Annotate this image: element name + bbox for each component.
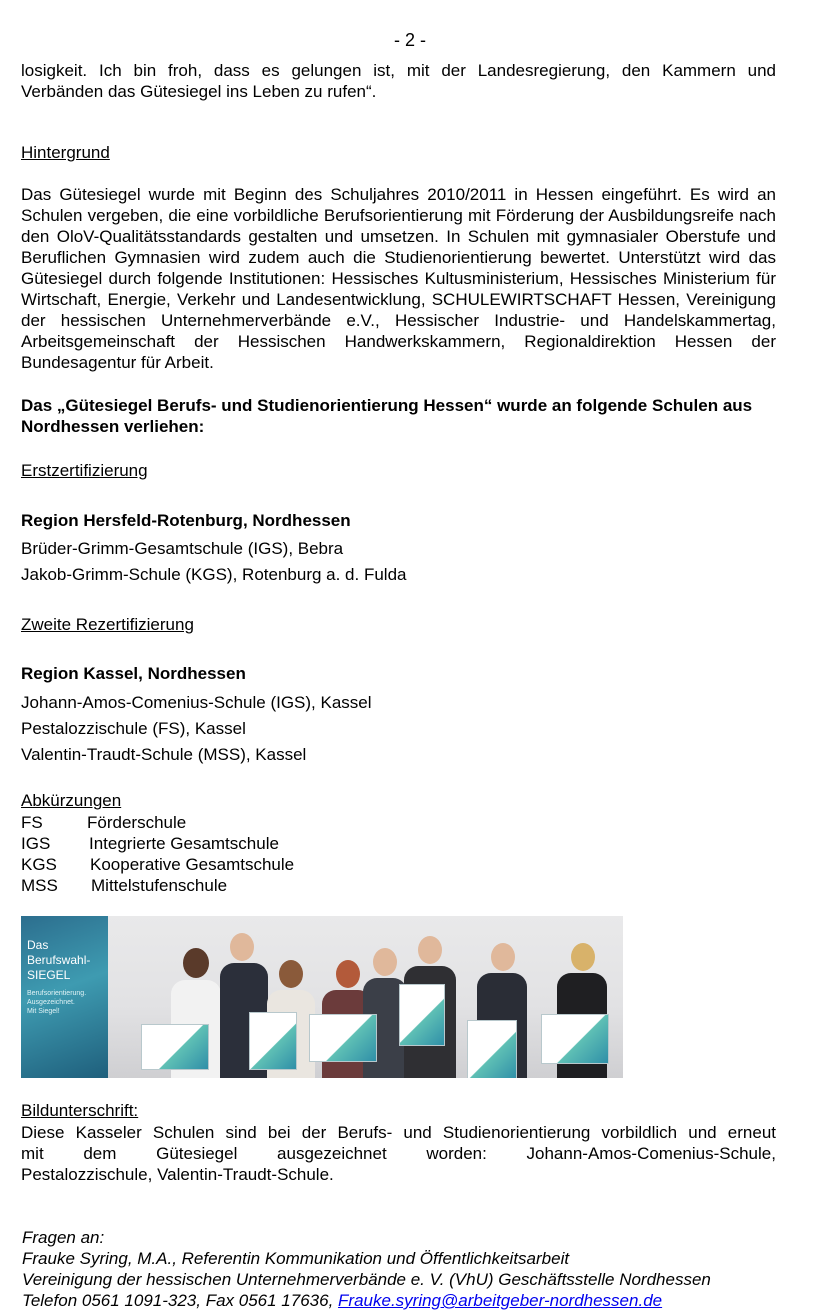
contact-line: Frauke Syring, M.A., Referentin Kommunikation und Öffentlichkeitsarbeit <box>22 1249 570 1268</box>
caption-word: dem <box>83 1144 117 1163</box>
abbreviation-row <box>21 812 776 833</box>
caption-word: Gütesiegel <box>156 1144 238 1163</box>
certificate <box>399 984 445 1046</box>
certificate <box>467 1020 517 1078</box>
first-cert-school-list <box>21 536 776 588</box>
banner-tagline <box>27 989 108 1016</box>
list-item: Johann-Amos-Comenius-Schule (IGS), Kassel <box>21 693 372 712</box>
caption-word: worden: <box>426 1144 487 1163</box>
abbreviation-code: MSS <box>21 876 58 895</box>
caption-heading: Bildunterschrift: <box>21 1101 139 1120</box>
abbreviations-heading: Abkürzungen <box>21 791 122 810</box>
abbreviation-row <box>21 833 776 854</box>
abbreviation-meaning: Mittelstufenschule <box>91 876 228 895</box>
abbreviation-meaning: Förderschule <box>87 813 187 832</box>
caption-word: ausgezeichnet <box>277 1144 387 1163</box>
abbreviation-code: FS <box>21 813 43 832</box>
certificate <box>309 1014 377 1062</box>
contact-line <box>22 1290 711 1311</box>
abbreviations-list <box>21 812 776 896</box>
contact-block <box>22 1227 711 1311</box>
abbreviation-row <box>21 875 776 896</box>
caption-line-2 <box>21 1143 776 1164</box>
awarded-heading: Das „Gütesiegel Berufs- und Studienorientierung Hessen“ wurde an folgende Schulen aus Nordhessen verliehen: <box>21 396 753 436</box>
intro-line-2: Verbänden das Gütesiegel ins Leben zu rufen“. <box>21 82 377 101</box>
list-item: Valentin-Traudt-Schule (MSS), Kassel <box>21 745 307 764</box>
certificate <box>541 1014 609 1064</box>
intro-paragraph <box>21 60 776 102</box>
abbreviation-code: KGS <box>21 855 57 874</box>
banner-tagline-line: Mit Siegel! <box>27 1008 60 1015</box>
second-recert-region: Region Kassel, Nordhessen <box>21 664 246 683</box>
banner-tagline-line: Ausgezeichnet. <box>27 999 75 1006</box>
caption-paragraph <box>21 1122 776 1185</box>
caption-word: mit <box>21 1144 44 1163</box>
caption-line-3: Pestalozzischule, Valentin-Traudt-Schule. <box>21 1165 334 1184</box>
contact-email-link[interactable]: Frauke.syring@arbeitgeber-nordhessen.de <box>338 1291 663 1310</box>
list-item: Brüder-Grimm-Gesamtschule (IGS), Bebra <box>21 539 344 558</box>
caption-line-1: Diese Kasseler Schulen sind bei der Berufs- und Studienorientierung vorbildlich und erneut <box>21 1123 776 1142</box>
intro-line-1: losigkeit. Ich bin froh, dass es gelungen ist, mit der Landesregierung, den Kammern und <box>21 61 776 80</box>
contact-line: Fragen an: <box>22 1228 105 1247</box>
first-cert-region: Region Hersfeld-Rotenburg, Nordhessen <box>21 511 351 530</box>
background-paragraph: Das Gütesiegel wurde mit Beginn des Schuljahres 2010/2011 in Hessen eingeführt. Es wird an Schulen vergeben, die eine vorbildliche Berufsorientierung mit Förderung der Ausbildungsreife nach den OloV-Qualitätsstandards gestalten und umsetzen. In Schulen mit gymnasialer Oberstufe und Beruflichen Gymnasien wird zudem auch die Studienorientierung bewertet. Unterstützt wird das Gütesiegel durch folgende Institutionen: Hessisches Kultusministerium, Hessisches Ministerium für Wirtschaft, Energie, Verkehr und Landesentwicklung, SCHULEWIRTSCHAFT Hessen, Vereinigung der hessischen Unternehmerverbände e.V., Hessischer Industrie- und Handelskammertag, Arbeitsgemeinschaft der Hessischen Handwerkskammern, Regionaldirektion Hessen der Bundesagentur für Arbeit. <box>21 185 776 372</box>
certificate <box>141 1024 209 1070</box>
contact-line: Vereinigung der hessischen Unternehmerverbände e. V. (VhU) Geschäftsstelle Nordhessen <box>22 1270 711 1289</box>
page-number: - 2 - <box>393 30 426 50</box>
banner-title-line: SIEGEL <box>27 968 71 982</box>
second-recert-school-list <box>21 690 776 768</box>
first-cert-heading: Erstzertifizierung <box>21 461 148 480</box>
second-recert-heading: Zweite Rezertifizierung <box>21 615 194 634</box>
contact-phone-fax: Telefon 0561 1091-323, Fax 0561 17636, <box>22 1291 339 1310</box>
abbreviation-code: IGS <box>21 834 51 853</box>
background-heading: Hintergrund <box>21 143 110 162</box>
list-item: Jakob-Grimm-Schule (KGS), Rotenburg a. d. Fulda <box>21 565 407 584</box>
abbreviation-meaning: Kooperative Gesamtschule <box>90 855 295 874</box>
abbreviation-row <box>21 854 776 875</box>
banner-title-line: Das <box>27 938 49 952</box>
abbreviation-meaning: Integrierte Gesamtschule <box>89 834 279 853</box>
list-item: Pestalozzischule (FS), Kassel <box>21 719 246 738</box>
banner-tagline-line: Berufsorientierung. <box>27 990 87 997</box>
banner-title-line: Berufswahl- <box>27 953 91 967</box>
berufswahlsiegel-banner <box>21 916 108 1078</box>
award-photo <box>21 916 623 1078</box>
caption-word: Johann-Amos-Comenius-Schule, <box>526 1144 776 1163</box>
certificate <box>249 1012 297 1070</box>
